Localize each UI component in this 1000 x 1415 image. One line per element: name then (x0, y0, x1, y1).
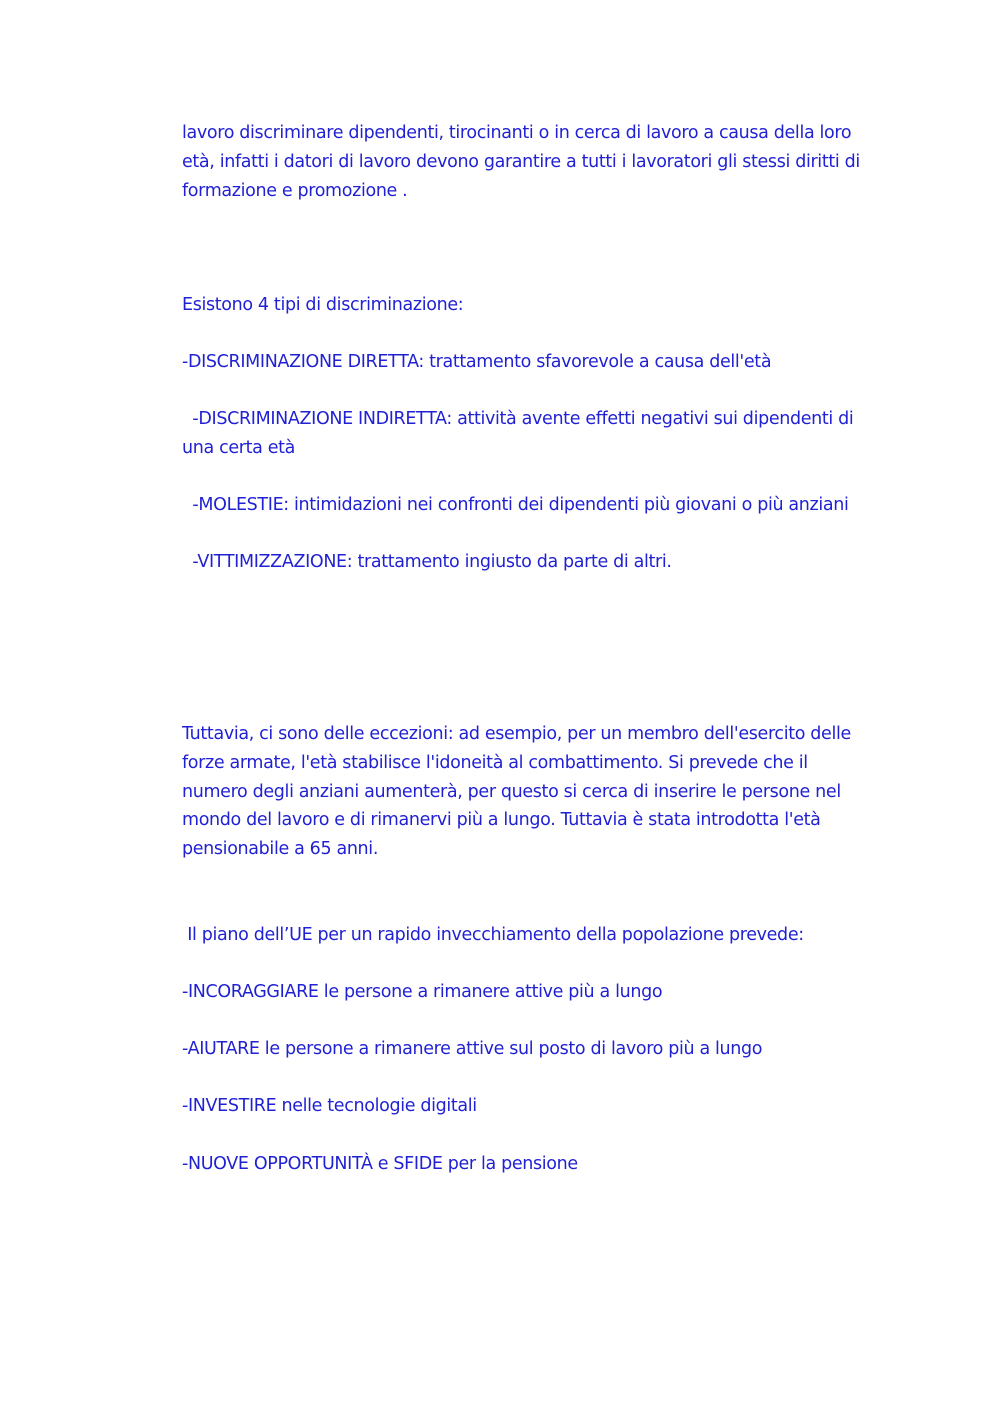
intro-line-2: età, infatti i datori di lavoro devono garantire a tutti i lavoratori gli stessi diritti di (182, 152, 860, 172)
types-heading: Esistono 4 tipi di discriminazione: (182, 295, 464, 315)
type-indirect-line-1: -DISCRIMINAZIONE INDIRETTA: attività avente effetti negativi sui dipendenti di (182, 409, 854, 429)
exceptions-line-2: forze armate, l'età stabilisce l'idoneità al combattimento. Si prevede che il (182, 753, 808, 773)
type-harassment: -MOLESTIE: intimidazioni nei confronti dei dipendenti più giovani o più anziani (182, 495, 849, 515)
exceptions-line-4: mondo del lavoro e di rimanervi più a lungo. Tuttavia è stata introdotta l'età (182, 810, 821, 830)
eu-plan-item-opportunities: -NUOVE OPPORTUNITÀ e SFIDE per la pensione (182, 1154, 578, 1174)
type-victimization: -VITTIMIZZAZIONE: trattamento ingiusto da parte di altri. (182, 552, 672, 572)
intro-line-1: lavoro discriminare dipendenti, tirocinanti o in cerca di lavoro a causa della loro (182, 123, 852, 143)
eu-plan-item-invest: -INVESTIRE nelle tecnologie digitali (182, 1096, 477, 1116)
eu-plan-item-encourage: -INCORAGGIARE le persone a rimanere attive più a lungo (182, 982, 663, 1002)
type-indirect-line-2: una certa età (182, 438, 296, 458)
exceptions-line-1: Tuttavia, ci sono delle eccezioni: ad esempio, per un membro dell'esercito delle (182, 724, 851, 744)
type-direct: -DISCRIMINAZIONE DIRETTA: trattamento sfavorevole a causa dell'età (182, 352, 772, 372)
exceptions-line-5: pensionabile a 65 anni. (182, 839, 379, 859)
intro-line-3: formazione e promozione . (182, 181, 408, 201)
exceptions-line-3: numero degli anziani aumenterà, per questo si cerca di inserire le persone nel (182, 782, 841, 802)
eu-plan-item-help: -AIUTARE le persone a rimanere attive sul posto di lavoro più a lungo (182, 1039, 763, 1059)
eu-plan-heading: Il piano dell’UE per un rapido invecchiamento della popolazione prevede: (182, 925, 804, 945)
